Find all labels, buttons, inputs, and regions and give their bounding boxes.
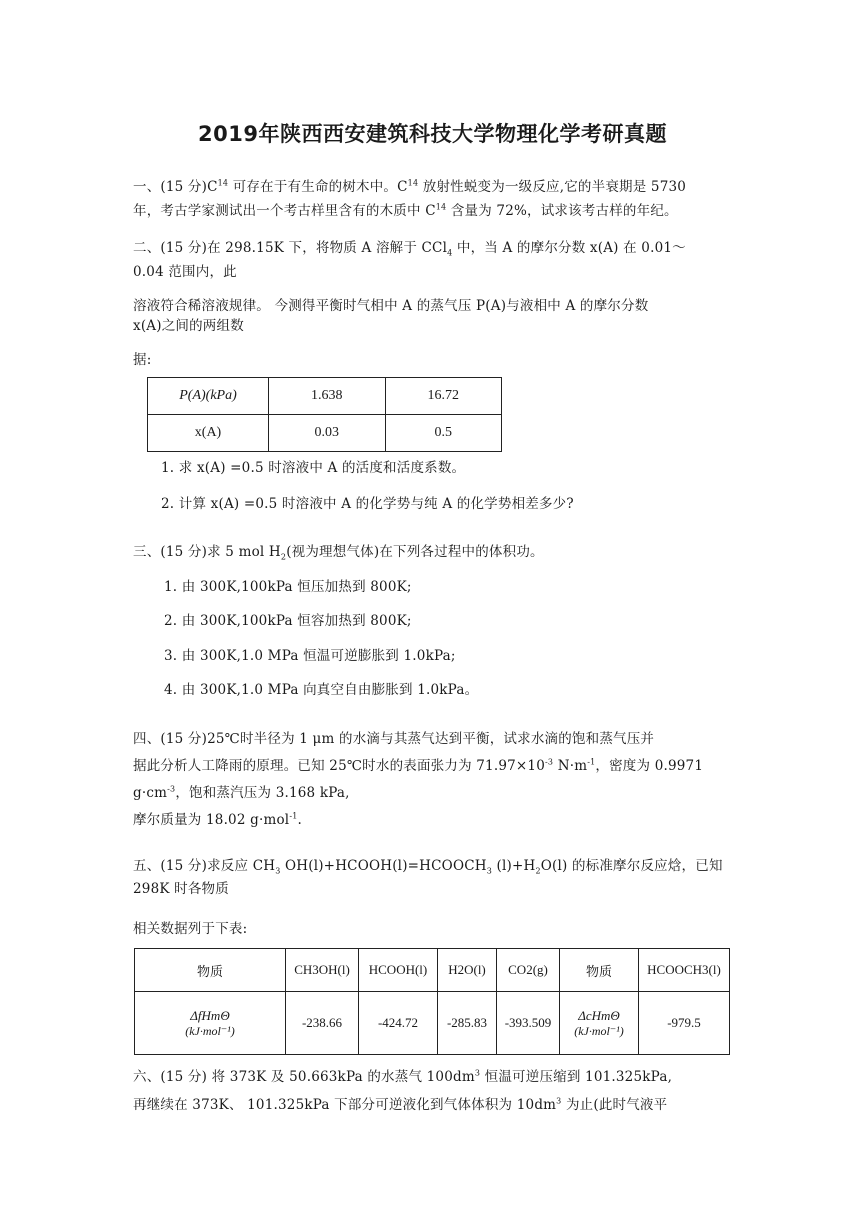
q3-item: 4. 由 300K,1.0 MPa 向真空自由膨胀到 1.0kPa。 — [164, 682, 479, 698]
table-cell: -238.66 — [286, 992, 359, 1055]
table-row — [148, 378, 502, 415]
q6-line2 — [133, 1095, 667, 1115]
text: 恒温可逆压缩到 101.325kPa, — [480, 1069, 673, 1085]
superscript: 3 — [556, 1096, 562, 1106]
text: g·cm — [133, 785, 168, 801]
q3-line1 — [133, 542, 544, 562]
q4-line3 — [133, 783, 350, 803]
text: 年，考古学家测试出一个考古样里含有的木质中 C — [133, 203, 436, 219]
q2-line1 — [133, 238, 686, 258]
q3-item: 1. 由 300K,100kPa 恒压加热到 800K; — [164, 579, 412, 595]
superscript: 14 — [407, 178, 419, 188]
text: ，饱和蒸汽压为 3.168 kPa, — [175, 785, 350, 801]
subscript: 3 — [486, 866, 493, 876]
subscript: 4 — [447, 248, 453, 258]
header-cell: HCOOCH3(l) — [639, 949, 730, 992]
table-cell: -979.5 — [639, 992, 730, 1055]
q2-sub2: 2. 计算 x(A) =0.5 时溶液中 A 的化学势与纯 A 的化学势相差多少? — [161, 496, 574, 512]
q1-line1 — [133, 177, 686, 197]
text: (视为理想气体)在下列各过程中的体积功。 — [286, 544, 544, 560]
text: O(l) 的标准摩尔反应焓，已知 — [540, 858, 723, 874]
page-title: 2019年陕西西安建筑科技大学物理化学考研真题 — [198, 122, 667, 146]
superscript: -1 — [587, 757, 596, 767]
table-cell — [148, 378, 269, 415]
text: OH(l)+HCOOH(l)=HCOOCH — [280, 858, 487, 874]
q3-item: 3. 由 300K,1.0 MPa 恒温可逆膨胀到 1.0kPa; — [164, 648, 456, 664]
vapor-pressure-table — [147, 377, 502, 452]
table-cell — [135, 992, 286, 1055]
q4-line1: 四、(15 分)25℃时半径为 1 μm 的水滴与其蒸气达到平衡，试求水滴的饱和蒸气压并 — [133, 731, 655, 747]
header-cell: CO2(g) — [497, 949, 560, 992]
text: N·m — [553, 758, 588, 774]
text: 可存在于有生命的树木中。C — [228, 179, 408, 195]
q5-line2: 298K 时各物质 — [133, 881, 229, 897]
unit-label: (kJ·mol⁻¹) — [185, 1023, 235, 1038]
text: 摩尔质量为 18.02 g·mol — [133, 812, 290, 828]
text: (l)+H — [492, 858, 536, 874]
text: 一、(15 分)C — [133, 179, 218, 195]
q6-line1 — [133, 1067, 672, 1087]
superscript: 3 — [474, 1068, 481, 1078]
q1-line2 — [133, 201, 678, 221]
table-cell: 0.5 — [385, 415, 502, 452]
table-row — [135, 992, 730, 1055]
text: . — [297, 812, 303, 828]
q4-line4 — [133, 810, 302, 830]
table-cell: -285.83 — [438, 992, 497, 1055]
q2-line3: 溶液符合稀溶液规律。 今测得平衡时气相中 A 的蒸气压 P(A)与液相中 A 的摩尔分数 — [133, 298, 649, 314]
text: 二、(15 分)在 298.15K 下，将物质 A 溶解于 CCl — [133, 240, 448, 256]
unit-label: (kJ·mol⁻¹) — [574, 1023, 624, 1038]
formation-enthalpy-symbol: ΔfHmΘ — [190, 1007, 230, 1023]
text: 再继续在 373K、 101.325kPa 下部分可逆液化到气体体积为 10dm — [133, 1097, 557, 1113]
text: 放射性蜕变为一级反应,它的半衰期是 5730 — [418, 179, 687, 195]
q2-line4: x(A)之间的两组数 — [133, 318, 244, 334]
table-row — [148, 415, 502, 452]
superscript: -1 — [289, 811, 298, 821]
header-cell: H2O(l) — [438, 949, 497, 992]
superscript: -3 — [545, 757, 554, 767]
q5-line1 — [133, 856, 723, 876]
text: 据此分析人工降雨的原理。已知 25℃时水的表面张力为 71.97×10 — [133, 758, 545, 774]
row-label-pressure: P(A)(kPa) — [179, 388, 237, 403]
enthalpy-data-table — [134, 948, 730, 1055]
text: ，密度为 0.9971 — [595, 758, 704, 774]
text: 含量为 72%，试求该考古样的年纪。 — [446, 203, 678, 219]
header-cell: 物质 — [560, 949, 639, 992]
q3-item: 2. 由 300K,100kPa 恒容加热到 800K; — [164, 613, 412, 629]
q5-line3: 相关数据列于下表: — [133, 921, 248, 937]
header-cell: HCOOH(l) — [359, 949, 438, 992]
subscript: 2 — [280, 552, 287, 562]
q4-line2 — [133, 756, 703, 776]
header-cell: 物质 — [135, 949, 286, 992]
q2-sub1: 1. 求 x(A) =0.5 时溶液中 A 的活度和活度系数。 — [161, 460, 466, 476]
table-cell — [560, 992, 639, 1055]
header-cell: CH3OH(l) — [286, 949, 359, 992]
text: 中，当 A 的摩尔分数 x(A) 在 0.01～ — [452, 240, 686, 256]
table-cell: 0.03 — [269, 415, 386, 452]
superscript: 14 — [217, 178, 229, 188]
text: 五、(15 分)求反应 CH — [133, 858, 276, 874]
superscript: 14 — [435, 202, 447, 212]
q2-line2: 0.04 范围内，此 — [133, 264, 237, 280]
text: 三、(15 分)求 5 mol H — [133, 544, 281, 560]
table-header-row — [135, 949, 730, 992]
table-cell: 16.72 — [385, 378, 502, 415]
table-cell: -424.72 — [359, 992, 438, 1055]
table-cell: 1.638 — [269, 378, 386, 415]
combustion-enthalpy-symbol: ΔcHmΘ — [578, 1007, 620, 1023]
text: 六、(15 分) 将 373K 及 50.663kPa 的水蒸气 100dm — [133, 1069, 475, 1085]
table-cell: -393.509 — [497, 992, 560, 1055]
superscript: -3 — [167, 784, 176, 794]
subscript: 3 — [275, 866, 281, 876]
table-cell: x(A) — [148, 415, 269, 452]
text: 为止(此时气液平 — [561, 1097, 668, 1113]
q2-line5: 据: — [133, 352, 152, 368]
subscript: 2 — [535, 866, 541, 876]
